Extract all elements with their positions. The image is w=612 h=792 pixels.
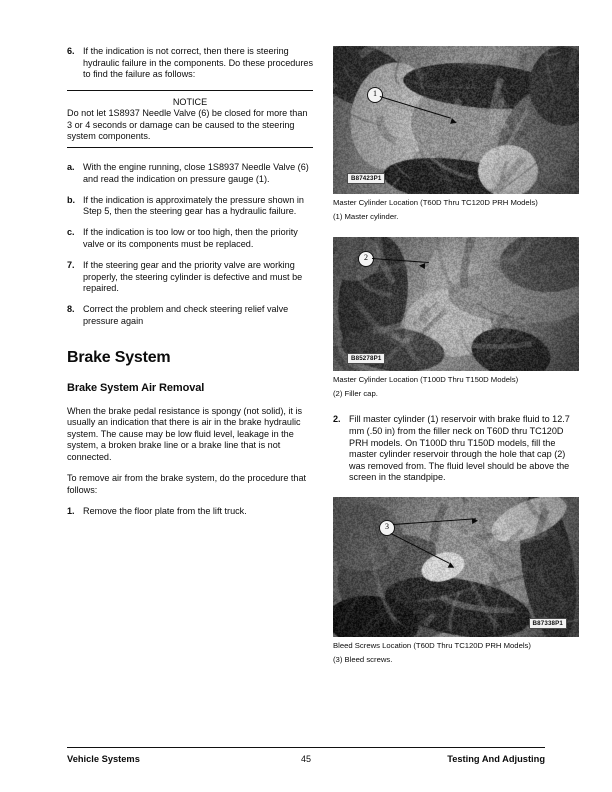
step-c-marker: c. xyxy=(67,227,75,238)
step-8-marker: 8. xyxy=(67,304,75,315)
step-6 xyxy=(67,46,313,81)
photo-master-cylinder-t100d xyxy=(333,237,579,371)
photo-bleed-screws xyxy=(333,497,579,637)
step-8-text: Correct the problem and check steering relief valve pressure again xyxy=(83,304,289,326)
caption-figure-2-line1: Master Cylinder Location (T100D Thru T150D Models) xyxy=(333,375,519,385)
step-2-text: Fill master cylinder (1) reservoir with brake fluid to 12.7 mm (.50 in) from the filler neck on T60D thru TC120D PRH models. On T100D thru T150D models, fill the master cylinder reservoir through the hole that cap (2) was removed from. The fluid level should be above the screen in the standpipe. xyxy=(349,414,570,483)
caption-figure-3-line1: Bleed Screws Location (T60D Thru TC120D PRH Models) xyxy=(333,640,531,650)
callout-2: 2 xyxy=(358,251,374,267)
step-a xyxy=(67,162,313,185)
caption-figure-1-line1: Master Cylinder Location (T60D Thru TC120D PRH Models) xyxy=(333,198,538,207)
step-2 xyxy=(333,414,579,484)
step-6-marker: 6. xyxy=(67,46,75,56)
paragraph-spongy-pedal: When the brake pedal resistance is spongy (not solid), it is usually an indication that there is air in the brake hydraulic system. The cause may be low fluid level, leakage in the system, a broken brake line or a brake line that is not connected. xyxy=(67,405,303,462)
notice-title: NOTICE xyxy=(172,97,208,108)
caption-figure-3-line2: (3) Bleed screws. xyxy=(333,654,393,664)
footer-section-label: Vehicle Systems xyxy=(67,754,140,764)
figure-master-cylinder-t100d xyxy=(333,237,579,398)
step-7-text: If the steering gear and the priority valve are working properly, the steering cylinder is defective and must be repaired. xyxy=(83,260,303,294)
footer-divider xyxy=(67,747,545,748)
arrowhead-3a xyxy=(472,518,478,524)
callout-1: 1 xyxy=(367,87,383,103)
step-1-marker: 1. xyxy=(67,505,75,516)
step-c xyxy=(67,227,313,250)
caption-figure-1-line2: (1) Master cylinder. xyxy=(333,211,399,221)
photo-id-plate-2: B85278P1 xyxy=(347,353,385,364)
step-b-text: If the indication is approximately the pressure shown in Step 5, then the steering gear has a hydraulic failure. xyxy=(83,194,304,217)
notice-box xyxy=(67,90,313,148)
paragraph-remove-air: To remove air from the brake system, do the procedure that follows: xyxy=(67,473,307,495)
step-c-text: If the indication is too low or too high, then the priority valve or its components must be replaced. xyxy=(83,227,298,250)
heading-brake-system: Brake System xyxy=(67,348,171,366)
step-8 xyxy=(67,304,313,327)
arrowhead-2 xyxy=(419,263,425,269)
step-b xyxy=(67,195,313,218)
figure-master-cylinder-t60d xyxy=(333,46,579,221)
step-2-marker: 2. xyxy=(333,414,341,425)
step-7 xyxy=(67,260,313,295)
step-1 xyxy=(67,506,313,518)
heading-brake-system-air-removal: Brake System Air Removal xyxy=(67,381,205,394)
step-6-text: If the indication is not correct, then there is steering hydraulic failure in the components. Do these procedures to find the failure as follows: xyxy=(83,46,313,80)
callout-3: 3 xyxy=(379,520,395,536)
photo-master-cylinder-t60d xyxy=(333,46,579,194)
footer-page-number: 45 xyxy=(300,754,311,764)
notice-body: Do not let 1S8937 Needle Valve (6) be closed for more than 3 or 4 seconds or damage can be caused to the steering system components. xyxy=(67,108,308,142)
photo-canvas-3 xyxy=(333,497,579,637)
figure-bleed-screws xyxy=(333,497,579,664)
photo-id-plate-1: B87423P1 xyxy=(347,173,385,184)
photo-id-plate-3: B87338P1 xyxy=(529,618,567,629)
step-7-marker: 7. xyxy=(67,260,75,271)
left-column xyxy=(67,46,313,527)
caption-figure-2-line2: (2) Filler cap. xyxy=(333,388,378,398)
footer-chapter-label: Testing And Adjusting xyxy=(447,754,545,764)
right-column xyxy=(333,46,579,668)
step-1-text: Remove the floor plate from the lift truck. xyxy=(83,505,247,516)
step-a-marker: a. xyxy=(67,162,75,173)
step-a-text: With the engine running, close 1S8937 Needle Valve (6) and read the indication on pressure gauge (1). xyxy=(83,162,309,184)
step-b-marker: b. xyxy=(67,194,76,205)
